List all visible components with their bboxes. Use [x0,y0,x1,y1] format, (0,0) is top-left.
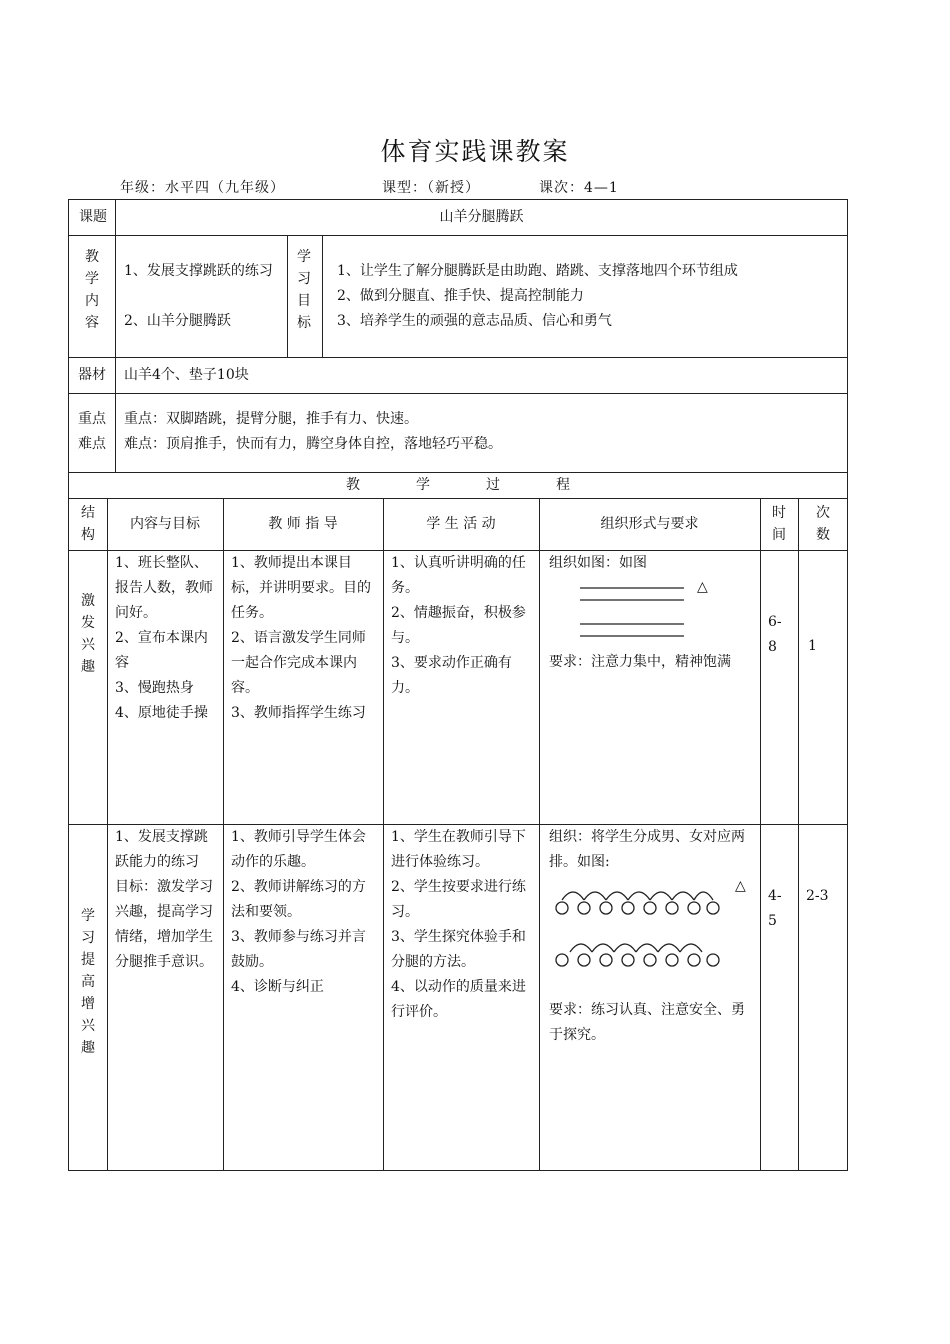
goal-item: 3、培养学生的顽强的意志品质、信心和勇气 [337,313,612,329]
difficulty-text: 难点：顶肩推手，快而有力，腾空身体自控，落地轻巧平稳。 [124,436,502,452]
table-divider [287,235,288,357]
lesson-type: 课型：（新授） [382,180,480,196]
page-title: 体育实践课教案 [380,137,570,166]
column-structure: 结构 [81,505,95,543]
formation-row-bottom [556,944,719,966]
table-divider [322,235,323,357]
table-divider [760,498,761,1171]
vault-formation-diagram [550,880,722,976]
content-cell: 1、班长整队、报告人数，教师问好。 2、宣布本课内容 3、慢跑热身 4、原地徒手操 [115,555,213,721]
structure-cell: 学习提高增兴趣 [81,908,95,1056]
table-divider [68,393,848,394]
content-item: 2、山羊分腿腾跃 [124,313,231,329]
formation-row-top [556,892,719,914]
content-label: 教学内容 [85,249,99,331]
grade-info: 年级：水平四（九年级） [120,180,285,196]
equipment-label: 器材 [78,367,106,383]
table-divider [68,357,848,358]
table-divider [383,498,384,1171]
content-item: 1、发展支撑跳跃的练习 [124,263,273,279]
column-count: 次数 [816,505,830,543]
teacher-cell: 1、教师提出本课目标，并讲明要求。目的任务。 2、语言激发学生同师一起合作完成本课内容。 3、教师指挥学生练习 [231,555,371,721]
column-organization: 组织形式与要求 [600,516,699,532]
count-cell: 1 [808,638,817,654]
difficulty-label: 难点 [78,436,106,452]
student-cell: 1、学生在教师引导下进行体验练习。 2、学生按要求进行练习。 3、学生探究体验手和分腿的方法。 4、以动作的质量来进行评价。 [391,829,526,1020]
table-divider [68,235,848,236]
table-divider [68,498,848,499]
column-teacher: 教 师 指 导 [268,516,338,532]
key-point-label: 重点 [78,411,106,427]
structure-cell: 激发兴趣 [81,593,95,675]
count-cell: 2-3 [806,888,829,904]
column-student: 学 生 活 动 [426,516,496,532]
content-cell: 1、发展支撑跳跃能力的练习 目标：激发学习兴趣，提高学习情绪，增加学生分腿推手意识。 [115,829,213,970]
time-cell: 4-5 [768,888,782,929]
student-cell: 1、认真听讲明确的任务。 2、情趣振奋，积极参与。 3、要求动作正确有力。 [391,555,526,696]
table-divider [115,199,116,472]
table-divider [223,498,224,1171]
column-content: 内容与目标 [130,516,200,532]
requirement-text: 要求：注意力集中，精神饱满 [549,654,731,670]
process-title: 教 学 过 程 [346,477,570,493]
formation-lines-diagram [578,580,688,642]
topic-value: 山羊分腿腾跃 [439,209,524,225]
table-divider [107,498,108,1171]
table-divider [798,498,799,1171]
column-time: 时间 [772,505,786,543]
teacher-position-icon: △ [735,878,746,894]
table-divider [539,498,540,1171]
teacher-cell: 1、教师引导学生体会动作的乐趣。 2、教师讲解练习的方法和要领。 3、教师参与练习并言鼓励。 4、诊断与纠正 [231,829,366,995]
goal-item: 1、让学生了解分腿腾跃是由助跑、踏跳、支撑落地四个环节组成 [337,263,738,279]
goal-label: 学习目标 [297,249,311,331]
teacher-position-icon: △ [697,579,708,595]
organization-cell: 组织：将学生分成男、女对应两排。如图: [549,829,745,870]
requirement-text: 要求：练习认真、注意安全、勇于探究。 [549,1002,745,1043]
key-point-text: 重点：双脚踏跳，提臂分腿，推手有力、快速。 [124,411,418,427]
equipment-value: 山羊4个、垫子10块 [124,367,249,383]
lesson-number: 课次：4—1 [539,180,619,196]
goal-item: 2、做到分腿直、推手快、提高控制能力 [337,288,584,304]
topic-label: 课题 [79,209,107,225]
time-cell: 6-8 [768,614,782,655]
organization-cell: 组织如图：如图 [549,555,647,571]
